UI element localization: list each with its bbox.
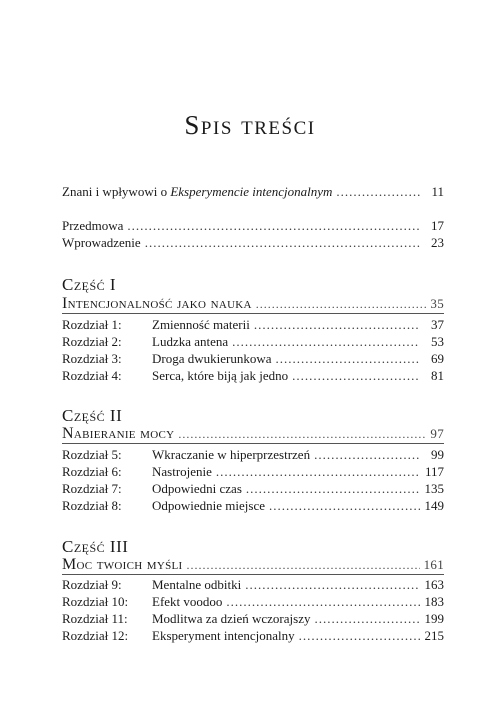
page-number: 17 [431,218,444,233]
page-number: 37 [431,317,444,332]
toc-entry-chapter[interactable] [62,367,444,385]
leader-dots [254,316,420,334]
toc-entry-chapter[interactable] [62,497,444,515]
toc-entry-chapter[interactable] [62,576,444,594]
chapter-number: Rozdział 4: [62,368,122,383]
chapter-number: Rozdział 8: [62,498,122,513]
chapter-number: Rozdział 10: [62,594,129,609]
leader-dots [145,234,420,252]
leader-dots [314,446,420,464]
toc-entry-chapter[interactable] [62,333,444,351]
toc-entry-chapter[interactable] [62,463,444,481]
leader-dots [226,593,420,611]
page-number: 163 [424,577,444,592]
chapter-title: Modlitwa za dzień wczorajszy [152,611,311,626]
part-title: Moc twoich myśli [62,556,183,573]
chapter-title: Serca, które biją jak jedno [152,368,289,383]
chapter-number: Rozdział 5: [62,447,122,462]
part-label: Część III [62,537,129,556]
page-number: 183 [424,594,444,609]
leader-dots [256,294,427,314]
page-number: 81 [431,368,444,383]
toc-entry-front-2[interactable] [62,234,444,252]
chapter-title: Eksperyment intencjonalny [152,628,295,643]
page-number: 53 [431,334,444,349]
part-divider [62,574,444,575]
part-divider [62,443,444,444]
chapter-number: Rozdział 7: [62,481,122,496]
chapter-number: Rozdział 9: [62,577,122,592]
toc-entry-chapter[interactable] [62,627,444,645]
part-divider [62,313,444,314]
page-number: 149 [424,498,444,513]
entry-title: Wprowadzenie [62,235,141,250]
chapter-title: Wkraczanie w hiperprzestrzeń [152,447,311,462]
chapter-title: Efekt voodoo [152,594,223,609]
toc-entry-chapter[interactable] [62,593,444,611]
page-number: 117 [424,464,444,479]
toc-entry-chapter[interactable] [62,446,444,464]
part-title-entry[interactable] [62,424,444,444]
chapter-title: Mentalne odbitki [152,577,242,592]
leader-dots [245,576,420,594]
chapter-number: Rozdział 1: [62,317,122,332]
leader-dots [232,333,420,351]
chapter-title: Zmienność materii [152,317,250,332]
chapter-title: Droga dwukierunkowa [152,351,272,366]
part-label: Część II [62,406,123,425]
toc-entry-chapter[interactable] [62,610,444,628]
part-title: Intencjonalność jako nauka [62,295,252,312]
leader-dots [314,610,420,628]
leader-dots [269,497,420,515]
part-title-entry[interactable] [62,294,444,314]
toc-entry-front-0[interactable] [62,183,444,201]
chapter-number: Rozdział 12: [62,628,129,643]
leader-dots [187,555,420,575]
page-number: 35 [430,296,444,311]
page-number: 11 [431,184,444,199]
entry-title: Przedmowa [62,218,124,233]
leader-dots [216,463,420,481]
page-number: 215 [424,628,444,643]
part-title: Nabieranie mocy [62,425,175,442]
page-number: 97 [430,426,444,441]
page-number: 161 [423,557,444,572]
toc-entry-chapter[interactable] [62,350,444,368]
chapter-title: Odpowiednie miejsce [152,498,265,513]
leader-dots [178,424,426,444]
entry-title: Znani i wpływowi o Eksperymencie intencjonalnym [62,184,333,199]
chapter-number: Rozdział 11: [62,611,128,626]
toc-entry-chapter[interactable] [62,480,444,498]
page-number: 23 [431,235,444,250]
chapter-title: Ludzka antena [152,334,229,349]
page-number: 99 [431,447,444,462]
toc-entry-chapter[interactable] [62,316,444,334]
chapter-number: Rozdział 2: [62,334,122,349]
chapter-title: Odpowiedni czas [152,481,242,496]
leader-dots [246,480,420,498]
leader-dots [292,367,420,385]
toc-entry-front-1[interactable] [62,217,444,235]
page-number: 69 [431,351,444,366]
leader-dots [127,217,420,235]
part-title-entry[interactable] [62,555,444,575]
chapter-number: Rozdział 6: [62,464,122,479]
part-label: Część I [62,275,117,294]
leader-dots [276,350,421,368]
leader-dots [299,627,420,645]
leader-dots [336,183,420,201]
chapter-number: Rozdział 3: [62,351,122,366]
page-number: 135 [424,481,444,496]
page-number: 199 [424,611,444,626]
page-title: Spis treści [184,110,316,140]
chapter-title: Nastrojenie [152,464,212,479]
